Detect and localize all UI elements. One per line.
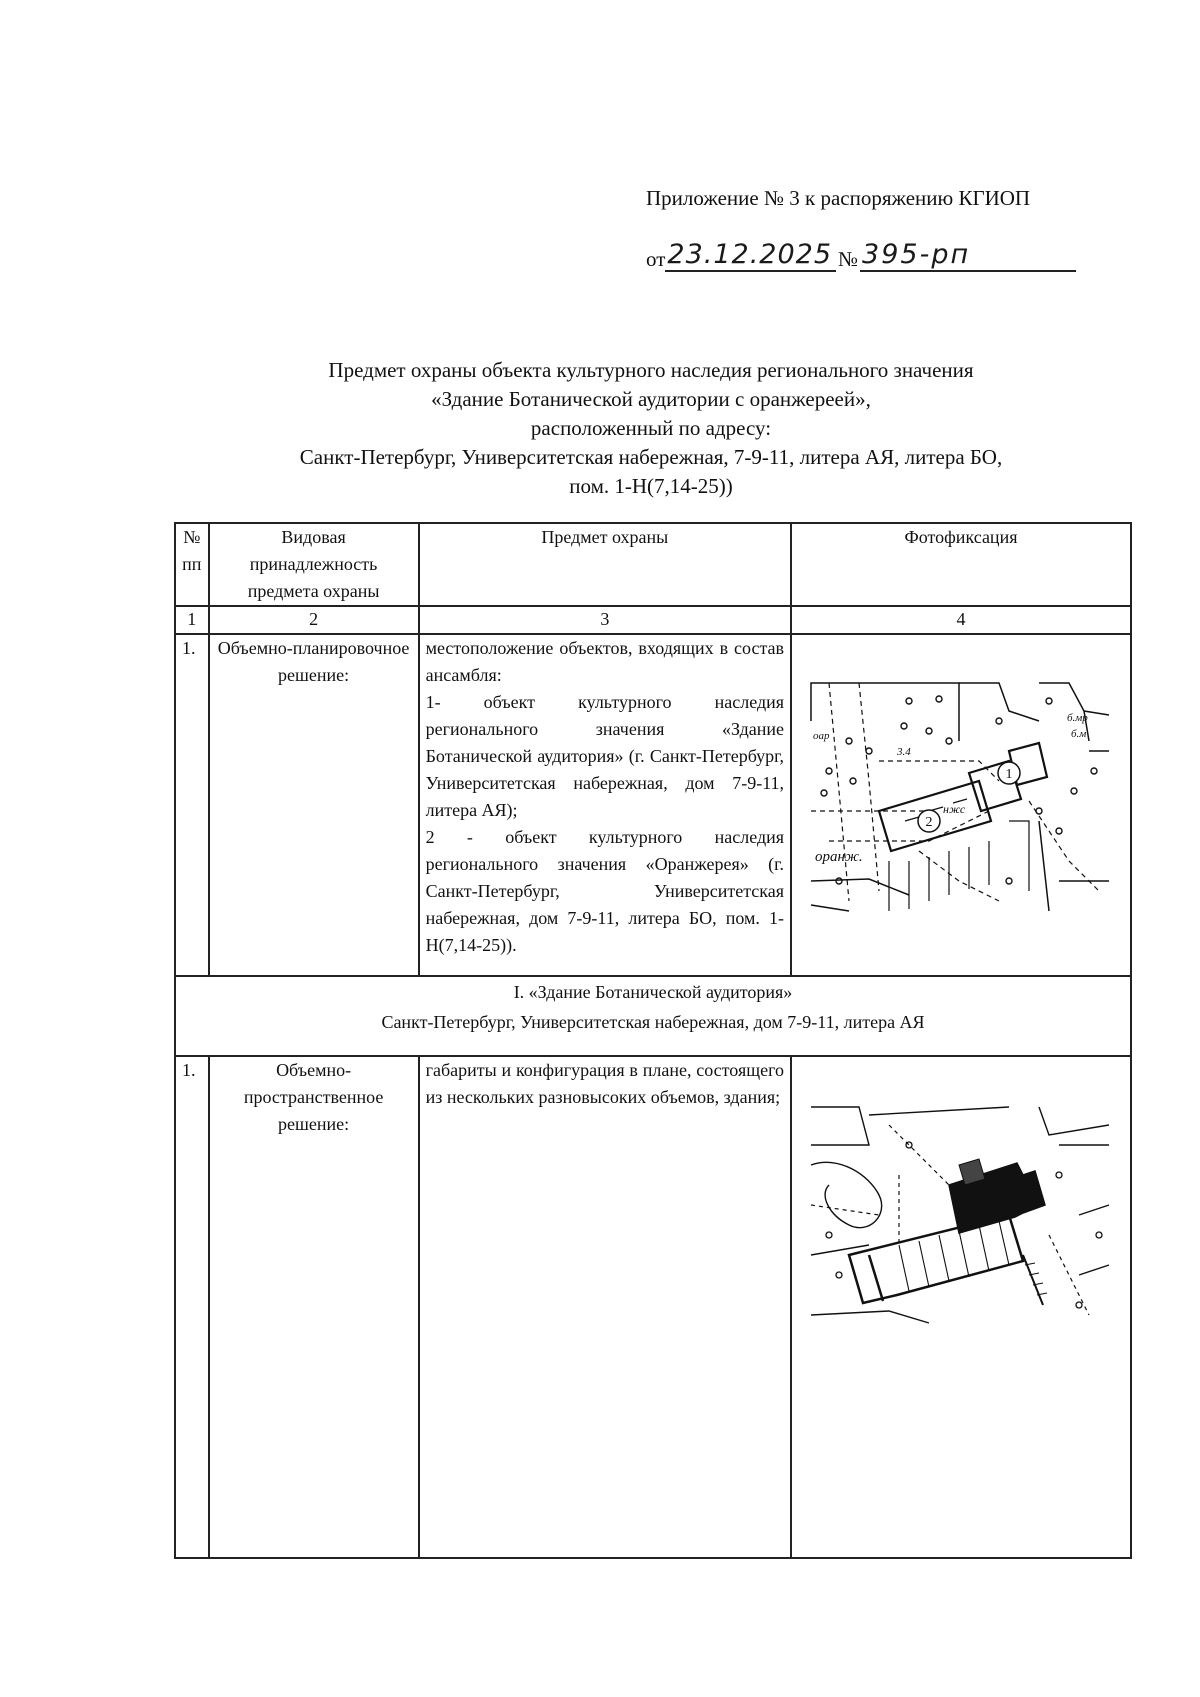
order-number: 395-рп [860,240,1076,272]
section-title: I. «Здание Ботанической аудитория» [513,982,793,1002]
row-photo [791,634,1131,976]
header-type: Видовая принадлежность предмета охраны [209,523,419,606]
section-heading-row [175,976,1131,1056]
row-photo [791,1056,1131,1558]
column-number: 2 [209,606,419,634]
header-subject: Предмет охраны [419,523,791,606]
title-line: расположенный по адресу: [530,416,772,440]
table-row [175,634,1131,976]
order-date: 23.12.2025 [665,240,836,272]
protection-subject-table [174,522,1132,1559]
column-number: 4 [791,606,1131,634]
table-row [175,1056,1131,1558]
appendix-caption: Приложение № 3 к распоряжению КГИОП [646,186,1031,210]
title-line: «Здание Ботанической аудитории с оранжереей», [431,387,871,411]
subject-line: 1- объект культурного наследия регионального значения «Здание Ботанической аудитория» (г. Санкт-Петербург, Университетская набережная, дом 7-9-11, литера АЯ); [425,692,785,820]
map-label-2: 2 [925,815,933,830]
map-label-bm: б.м [1071,728,1087,740]
column-number-row [175,606,1131,634]
row-subject [419,634,791,976]
order-line [646,240,1076,272]
order-prefix: от [646,247,666,271]
document-title [170,356,1132,501]
row-number: 1. [175,634,209,976]
header-number: № пп [175,523,209,606]
map-label-oranzh: оранж. [815,849,863,865]
column-number: 3 [419,606,791,634]
subject-line: 2 - объект культурного наследия регионального значения «Оранжерея» (г. Санкт-Петербург, Университетская набережная, дом 7-9-11, литера БО, пом. 1-Н(7,14-25)). [425,827,785,955]
row-type: Объемно-пространственное решение: [209,1056,419,1558]
section-heading [175,976,1131,1056]
map-label-nzhs: нжс [943,802,966,816]
map-label-number: 3.4 [897,746,911,758]
order-number-label: № [838,247,859,271]
row-number: 1. [175,1056,209,1558]
row-subject: габариты и конфигурация в плане, состоящего из нескольких разновысоких объемов, здания; [419,1056,791,1558]
map-label-oap: оар [813,730,830,742]
map-label-bmp: б.мр [1067,712,1088,724]
row-type: Объемно-планировочное решение: [209,634,419,976]
subject-line: местоположение объектов, входящих в состав ансамбля: [425,638,785,685]
title-line: Предмет охраны объекта культурного наследия регионального значения [328,358,974,382]
title-line: Санкт-Петербург, Университетская набережная, 7-9-11, литера АЯ, литера БО, [299,445,1003,469]
table-header-row [175,523,1131,606]
column-number: 1 [175,606,209,634]
title-line: пом. 1-Н(7,14-25)) [569,474,733,498]
map-label-1: 1 [1005,767,1013,782]
ensemble-location-map [809,681,1113,915]
header-photo: Фотофиксация [791,523,1131,606]
building-plan-image [809,1105,1113,1325]
section-address: Санкт-Петербург, Университетская набережная, дом 7-9-11, литера АЯ [381,1012,925,1032]
